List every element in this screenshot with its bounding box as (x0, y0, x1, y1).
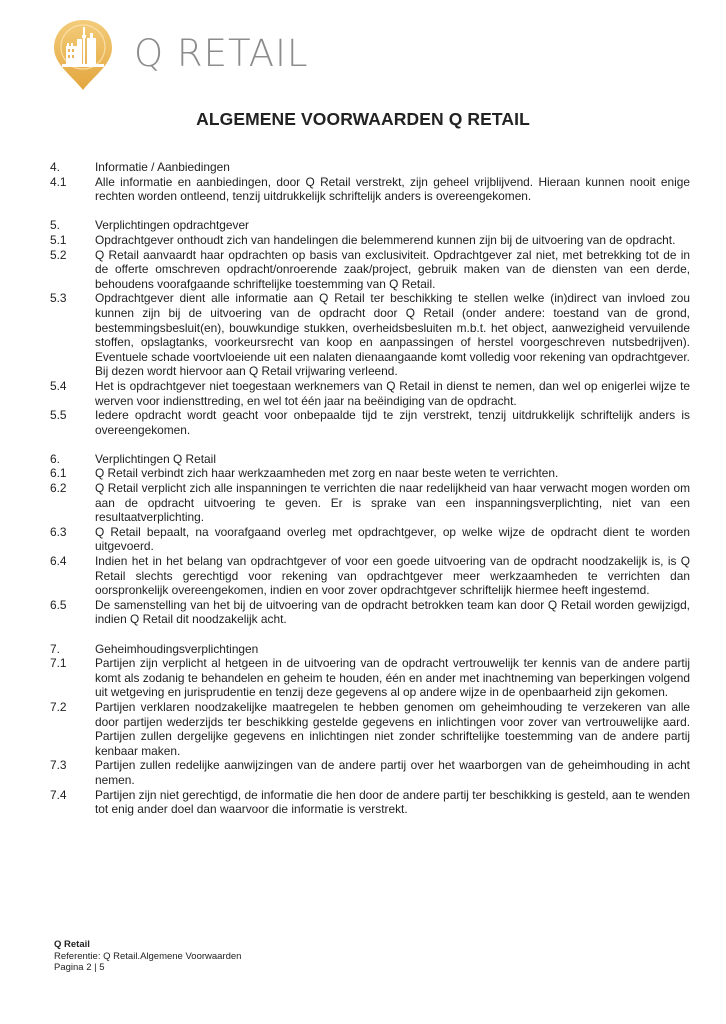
clause (50, 656, 690, 700)
clause-text: Iedere opdracht wordt geacht voor onbepaalde tijd te zijn verstrekt, tenzij uitdrukkelijk schriftelijk anders is overeengekomen. (95, 408, 690, 437)
clause-text: Q Retail verbindt zich haar werkzaamheden met zorg en naar beste weten te verrichten. (95, 466, 559, 481)
clause (50, 291, 690, 379)
company-logo (52, 18, 309, 92)
clause-text: Q Retail verplicht zich alle inspanningen te verrichten die naar redelijkheid van haar verwacht mogen worden om aan de opdracht uitvoering te geven. Er is sprake van een inspanningsverplichting, niet van een resultaatverplichting. (95, 481, 690, 525)
document-title: ALGEMENE VOORWAARDEN Q RETAIL (196, 109, 530, 129)
clause-text: Partijen zijn verplicht al hetgeen in de uitvoering van de opdracht vertrouwelijk ter kennis van de andere partij komt als zodanig te behandelen en geheim te houden, één en ander met inachtneming van beperkingen volgend uit wetgeving en jurisprudentie en tenzij deze gegevens al op andere wijze in de openbaarheid zijn gekomen. (95, 656, 690, 700)
clause-number: 5.1 (50, 232, 67, 247)
clause-number: 5.4 (50, 378, 67, 393)
clause-text: Indien het in het belang van opdrachtgever of voor een goede uitvoering van de opdracht noodzakelijk is, is Q Retail slechts gerechtigd voor rekening van opdrachtgever meer werkzaamheden te verrichten dan oorspronkelijk overeengekomen, indien en voor zover opdrachtgever schriftelijk hiermee heeft ingestemd. (95, 554, 690, 598)
section-4 (50, 160, 690, 204)
clause-number: 6.4 (50, 554, 67, 569)
section-heading (50, 160, 690, 175)
footer-reference: Referentie: Q Retail.Algemene Voorwaarden (54, 950, 242, 962)
clause (50, 758, 690, 787)
clause-number: 7.3 (50, 758, 67, 773)
section-number: 5. (50, 218, 60, 233)
clause (50, 379, 690, 408)
clause-number: 6.2 (50, 481, 67, 496)
clause-number: 5.3 (50, 291, 67, 306)
section-6 (50, 452, 690, 627)
clause (50, 554, 690, 598)
clause (50, 481, 690, 525)
section-number: 7. (50, 641, 60, 656)
page-footer (54, 939, 241, 974)
clause-number: 5.5 (50, 408, 67, 423)
clause-number: 7.1 (50, 656, 67, 671)
clause-number: 4.1 (50, 174, 67, 189)
clause-text: Het is opdrachtgever niet toegestaan werknemers van Q Retail in dienst te nemen, dan wel op enigerlei wijze te werven voor indiensttreding, en wel tot één jaar na beëindiging van de opdracht. (95, 378, 690, 408)
section-title: Verplichtingen Q Retail (95, 451, 216, 466)
clause (50, 700, 690, 758)
clause-number: 7.4 (50, 787, 67, 802)
clause-number: 7.2 (50, 699, 67, 714)
footer-page-number: Pagina 2 | 5 (54, 962, 105, 973)
clause-text: Partijen zullen redelijke aanwijzingen van de andere partij over het waarborgen van de geheimhouding in acht nemen. (95, 758, 690, 787)
clause (50, 248, 690, 292)
clause (50, 408, 690, 437)
section-title: Verplichtingen opdrachtgever (95, 218, 250, 233)
section-5 (50, 218, 690, 437)
clause-text: Partijen zijn niet gerechtigd, de informatie die hen door de andere partij ter beschikking is gesteld, aan te wenden tot enig ander doel dan waarvoor die informatie is verstrekt. (95, 787, 690, 817)
clause-text: De samenstelling van het bij de uitvoering van de opdracht betrokken team kan door Q Retail worden gewijzigd, indien Q Retail dit noodzakelijk acht. (95, 597, 690, 627)
footer-company: Q Retail (54, 939, 90, 950)
clause-text: Opdrachtgever dient alle informatie aan Q Retail ter beschikking te stellen welke (in)direct van invloed zou kunnen zijn bij de uitvoering van de opdracht door Q Retail (onder andere: toestand van de grond, bestemmingsbesluit(en), bouwkundige stukken, overheidsbesluiten m.b.t. het object, aanwezigheid vervuilende stoffen, opslagtanks, voorkeursrecht van koop en aanpassingen of herstel voorgeschreven nutsbedrijven). Eventuele schade voortvloeiende uit een nalaten dienaangaande komt volledig voor rekening van opdrachtgever. Bij dezen wordt hiervoor aan Q Retail vrijwaring verleend. (95, 291, 690, 379)
section-heading (50, 642, 690, 657)
section-7 (50, 642, 690, 817)
clause (50, 788, 690, 817)
section-title: Informatie / Aanbiedingen (95, 160, 230, 174)
section-title: Geheimhoudingsverplichtingen (95, 641, 259, 656)
clause-text: Alle informatie en aanbiedingen, door Q Retail verstrekt, zijn geheel vrijblijvend. Hieraan kunnen nooit enige rechten worden ontleend, tenzij uitdrukkelijk schriftelijk anders is overeengekomen. (95, 174, 690, 204)
section-number: 4. (50, 160, 60, 174)
clause (50, 466, 690, 481)
section-heading (50, 452, 690, 467)
clause-number: 6.5 (50, 597, 67, 612)
section-heading (50, 218, 690, 233)
clause-text: Opdrachtgever onthoudt zich van handelingen die belemmerend kunnen zijn bij de uitvoering van de opdracht. (95, 232, 676, 247)
clause (50, 598, 690, 627)
clause (50, 175, 690, 204)
clause-number: 6.1 (50, 466, 67, 481)
section-number: 6. (50, 451, 60, 466)
map-pin-city-skyline-icon (52, 18, 114, 92)
clause-number: 5.2 (50, 247, 67, 262)
clause-text: Q Retail aanvaardt haar opdrachten op basis van exclusiviteit. Opdrachtgever zal niet, met betrekking tot de in de offerte omschreven opdracht/onroerende zaak/project, gebruik maken van de diensten van een derde, behoudens voorafgaande schriftelijke toestemming van Q Retail. (95, 247, 690, 291)
clause-text: Q Retail bepaalt, na voorafgaand overleg met opdrachtgever, op welke wijze de opdracht dient te worden uitgevoerd. (95, 524, 690, 554)
logo-wordmark: Q RETAIL (134, 31, 309, 75)
clause-text: Partijen verklaren noodzakelijke maatregelen te hebben genomen om geheimhouding te verzekeren van alle door partijen wederzijds ter beschikking gestelde gegevens en inlichtingen voor zover van vertrouwelijke aard. Partijen zullen dergelijke gegevens en inlichtingen niet zonder schriftelijke toestemming van de andere partij kenbaar maken. (95, 699, 690, 758)
clause (50, 525, 690, 554)
clause (50, 233, 690, 248)
document-body (50, 160, 690, 831)
clause-number: 6.3 (50, 524, 67, 539)
